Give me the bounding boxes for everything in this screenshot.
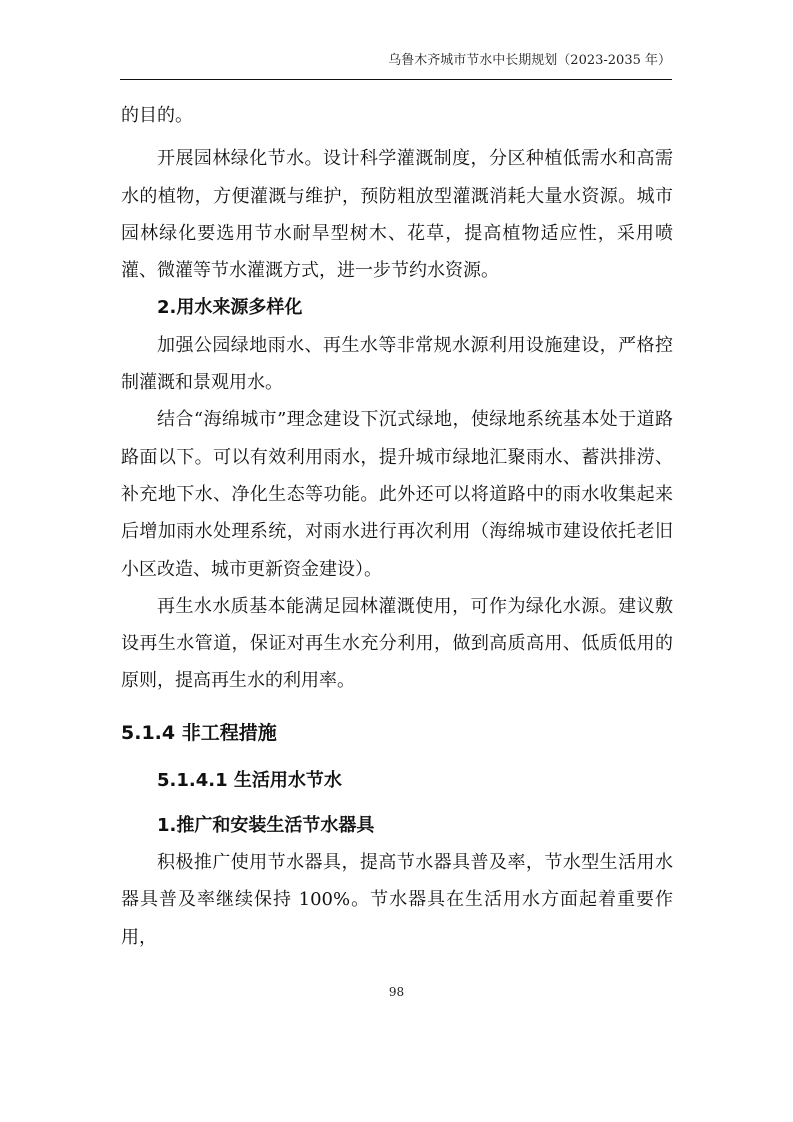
paragraph-water-saving-fixtures: 积极推广使用节水器具，提高节水器具普及率，节水型生活用水器具普及率继续保持 100%。节水器具在生活用水方面起着重要作用， bbox=[121, 852, 673, 948]
paragraph-park-rainwater: 加强公园绿地雨水、再生水等非常规水源利用设施建设，严格控制灌溉和景观用水。 bbox=[121, 334, 673, 394]
paragraph-sponge-city: 结合“海绵城市”理念建设下沉式绿地，使绿地系统基本处于道路路面以下。可以有效利用雨水，提升城市绿地汇聚雨水、蓄洪排涝、补充地下水、净化生态等功能。此外还可以将道路中的雨水收集起来后增加雨水处理系统，对雨水进行再次利用（海绵城市建设依托老旧小区改造、城市更新资金建设）。 bbox=[121, 409, 673, 580]
paragraph-reclaimed-water: 再生水水质基本能满足园林灌溉使用，可作为绿化水源。建议敷设再生水管道，保证对再生水充分利用，做到高质高用、低质低用的原则，提高再生水的利用率。 bbox=[121, 595, 673, 692]
paragraph-continuation: 的目的。 bbox=[121, 105, 193, 126]
page-body bbox=[121, 97, 673, 956]
section-heading-non-engineering-measures: 5.1.4 非工程措施 bbox=[121, 721, 277, 744]
header-rule bbox=[120, 79, 672, 80]
heading-diversified-water-sources: 2.用水来源多样化 bbox=[157, 297, 303, 319]
paragraph-landscape-water-saving: 开展园林绿化节水。设计科学灌溉制度，分区种植低需水和高需水的植物，方便灌溉与维护，预防粗放型灌溉消耗大量水资源。城市园林绿化要选用节水耐旱型树木、花草，提高植物适应性，采用喷灌、微灌等节水灌溉方式，进一步节约水资源。 bbox=[121, 148, 673, 282]
subsection-heading-domestic-water-saving: 5.1.4.1 生活用水节水 bbox=[157, 769, 342, 791]
heading-water-saving-fixtures: 1.推广和安装生活节水器具 bbox=[157, 814, 375, 836]
running-header: 乌鲁木齐城市节水中长期规划（2023-2035 年） bbox=[388, 53, 671, 68]
page-number: 98 bbox=[388, 985, 405, 999]
